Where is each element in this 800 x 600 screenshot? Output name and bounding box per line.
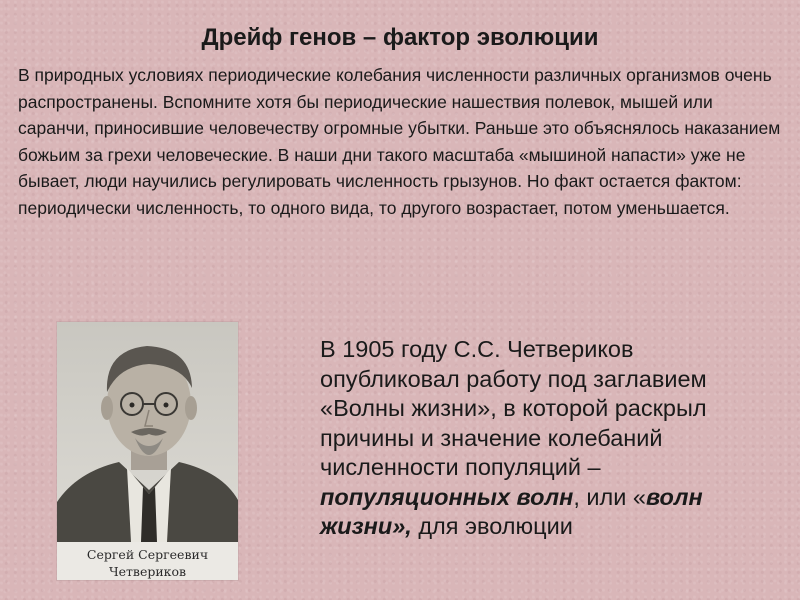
emphasis-life-waves: волн жизни», [320,483,703,539]
portrait [57,322,238,580]
portrait-caption [57,546,238,580]
slide-title: Дрейф генов – фактор эволюции [201,24,599,51]
body-text-part1: В 1905 году С.С. Четвериков опубликовал работу под заглавием «Волны жизни», в которой раскрыл причины и значение колебаний численности популяций – [320,336,707,480]
body-paragraph [320,335,740,542]
body-text-part2: , или « [573,483,646,510]
portrait-caption-line1: Сергей Сергеевич [86,547,209,562]
portrait-photo [57,322,238,542]
body-text-part3: для эволюции [411,513,573,539]
portrait-caption-line2: Четвериков [108,564,187,579]
intro-paragraph: В природных условиях периодические колебания численности различных организмов очень распространены. Вспомните хотя бы периодические нашествия полевок, мышей или саранчи, приносившие человечеству огромные убытки. Раньше это объяснялось наказанием божьим за грехи человеческие. В наши дни такого масштаба «мышиной напасти» уже не бывает, люди научились регулировать численность грызунов. Но факт остается фактом: периодически численность, то одного вида, то другого возрастает, потом уменьшается. [18,65,781,218]
emphasis-population-waves: популяционных волн [320,483,574,510]
